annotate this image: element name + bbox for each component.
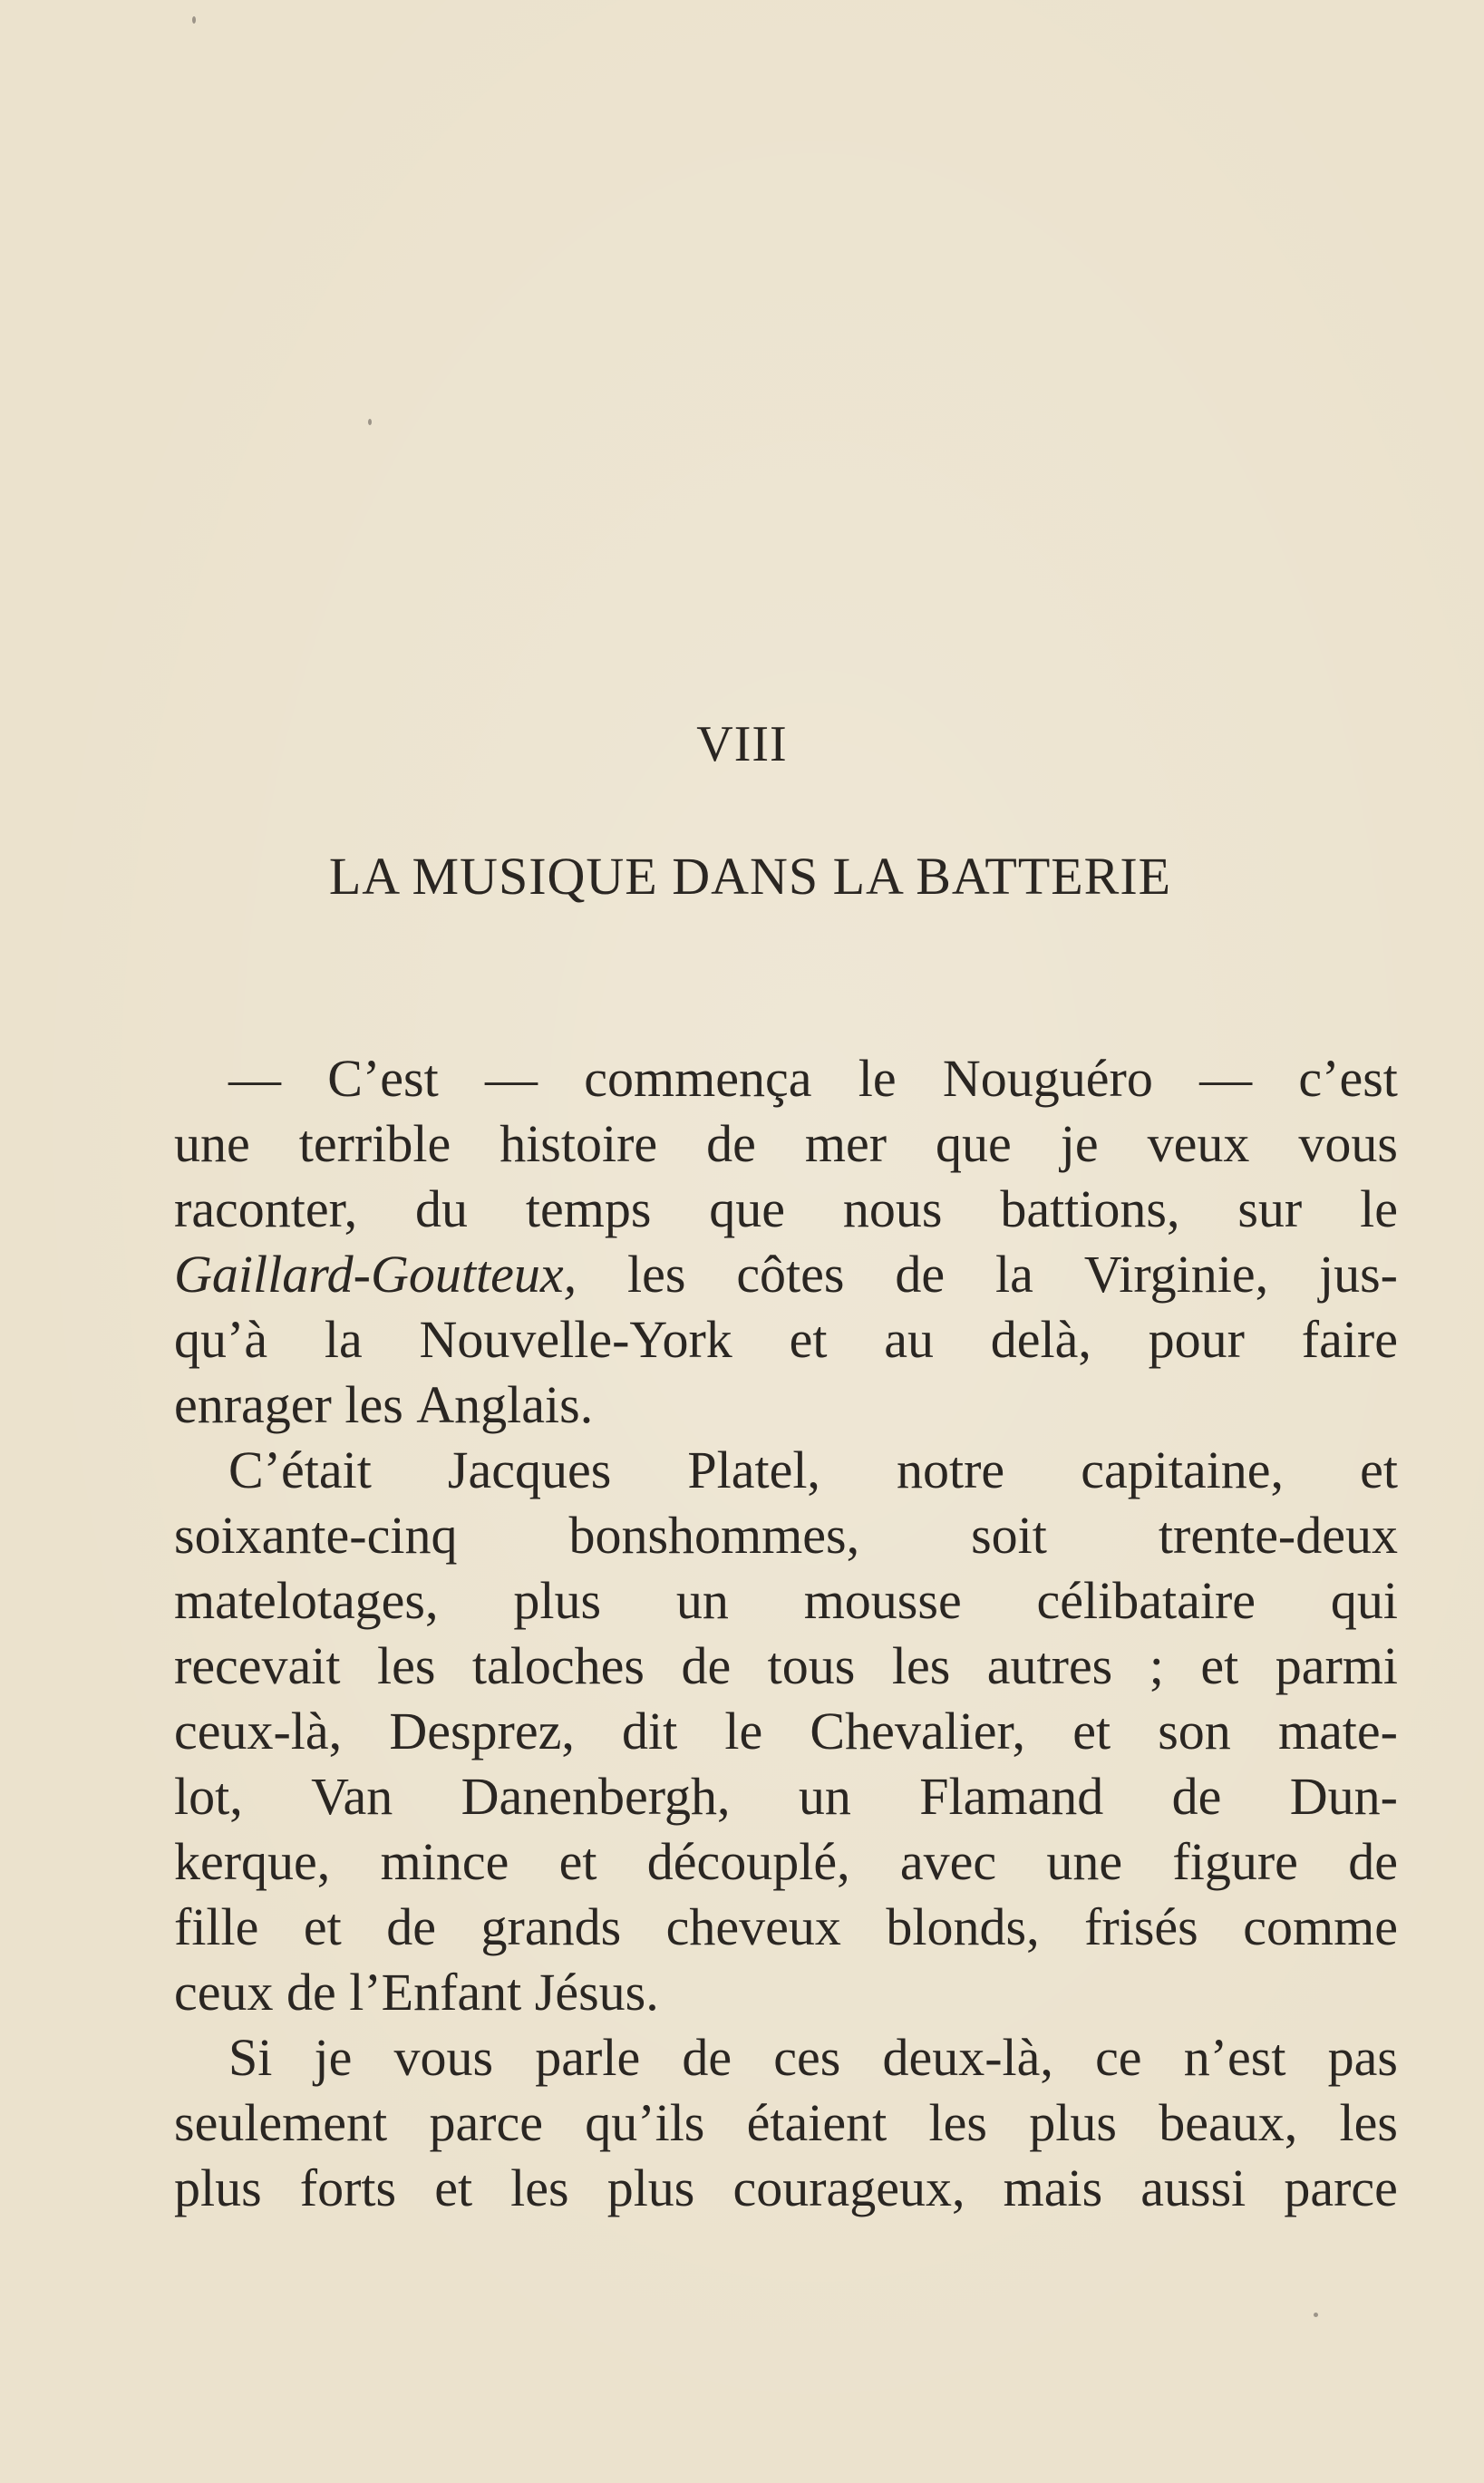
paper-speck <box>368 419 372 425</box>
paper-speck <box>192 16 196 24</box>
text-line: une terrible histoire de mer que je veux vous <box>174 1114 1398 1173</box>
text-line: enrager les Anglais. <box>174 1375 594 1434</box>
text-line: ceux de l’Enfant Jésus. <box>174 1963 659 2022</box>
text-line: recevait les taloches de tous les autres ; et parmi <box>174 1636 1398 1695</box>
text-line: qu’à la Nouvelle-York et au delà, pour faire <box>174 1310 1398 1369</box>
text-line: soixante-cinq bonshommes, soit trente-deux <box>174 1506 1398 1565</box>
text-line: lot, Van Danenbergh, un Flamand de Dun- <box>174 1767 1398 1826</box>
chapter-number: VIII <box>696 716 788 772</box>
text-line: ceux-là, Desprez, dit le Chevalier, et son mate- <box>174 1702 1398 1760</box>
chapter-body-text <box>174 1046 1398 2221</box>
text-line: seulement parce qu’ils étaient les plus beaux, les <box>174 2093 1398 2152</box>
text-line: kerque, mince et découplé, avec une figure de <box>174 1832 1398 1891</box>
text-line: raconter, du temps que nous battions, sur le <box>174 1179 1398 1238</box>
text-line: Gaillard-Goutteux, les côtes de la Virginie, jus- <box>174 1245 1398 1304</box>
text-line: — C’est — commença le Nouguéro — c’est <box>228 1049 1398 1108</box>
text-line: C’était Jacques Platel, notre capitaine, et <box>228 1440 1398 1499</box>
paper-speck <box>1314 2313 1318 2317</box>
text-line: fille et de grands cheveux blonds, frisés comme <box>174 1897 1398 1956</box>
text-line: matelotages, plus un mousse célibataire qui <box>174 1571 1398 1630</box>
text-line: Si je vous parle de ces deux-là, ce n’est pas <box>228 2028 1398 2087</box>
chapter-title: LA MUSIQUE DANS LA BATTERIE <box>328 847 1172 906</box>
text-line: plus forts et les plus courageux, mais aussi parce <box>174 2158 1398 2217</box>
